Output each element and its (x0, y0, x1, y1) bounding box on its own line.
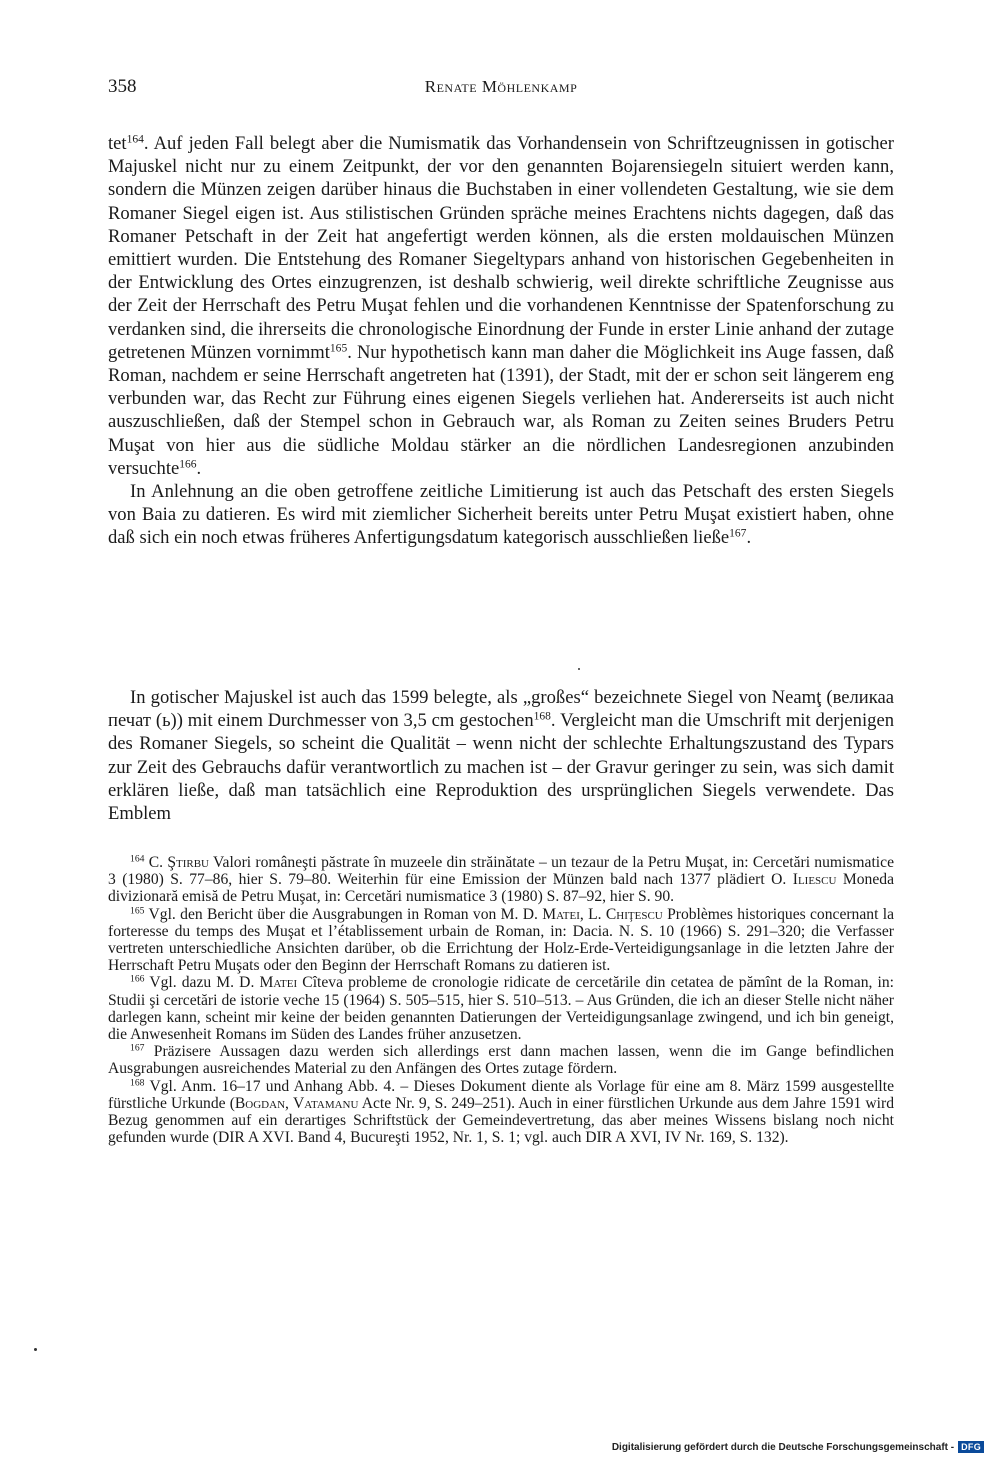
footnote-ref-167[interactable]: 167 (729, 528, 747, 541)
footnote-ref-166[interactable]: 166 (179, 458, 197, 471)
running-head: Renate Möhlenkamp (424, 77, 578, 96)
section-separator-dot (578, 668, 580, 670)
main-text (108, 132, 894, 550)
footnotes (108, 854, 894, 1146)
footnote-number: 166 (130, 974, 145, 986)
footnote-text: , (285, 1094, 294, 1112)
footnote-165 (108, 906, 894, 975)
dfg-logo-icon[interactable]: DFG (958, 1441, 984, 1453)
paragraph-text: . Auf jeden Fall belegt aber die Numismatik das Vorhandensein von Schriftzeugnissen in gotischer Majuskel nicht nur zu einem Zeitpunkt, der vor den genannten Bojarensiegeln situiert werden kann, sondern die Münzen zeigen darüber hinaus die Buchstaben in einer vollendeten Gestaltung, wie sie dem Romaner Siegel eigen ist. Aus stilistischen Gründen spräche meines Erachtens nichts dagegen, daß das Romaner Petschaft in der Zeit hat angefertigt werden können, als die ersten moldauischen Münzen emittiert wurden. Die Entstehung des Romaner Siegeltypars anhand von historischen Gegebenheiten in der Entwicklung des Ortes einzugrenzen, ist deshalb schwierig, weil direkte schriftliche Zeugnisse aus der Zeit der Herrschaft des Petru Muşat fehlen und die vorhandenen Kenntnisse der Spatenforschung zu verdanken sind, die ihrerseits die chronologische Einordnung der Funde in erster Linie anhand der zutage getretenen Münzen vornimmt (108, 133, 894, 363)
credit-text: Digitalisierung gefördert durch die Deutsche Forschungsgemeinschaft - (611, 1441, 955, 1453)
author-name: Vatamanu (293, 1094, 359, 1112)
page-number: 358 (108, 76, 137, 97)
footnote-text: Cîteva probleme de cronologie ridicate de cercetările din cetatea de pămînt de la Roman, in: Studii şi cercetări de istorie veche 15 (1964) S. 505–515, hier S. 510–513. – Aus Gründen, die ich an dieser Stelle nicht näher darlegen kann, scheint mir keine der beiden genannten Datierungen der Verteidigungsanlage zwingend, und ich bin geneigt, die Anwesenheit Romans im Süden des Landes früher anzusetzen. (108, 974, 894, 1044)
footnote-ref-164[interactable]: 164 (126, 133, 144, 146)
paragraph-text: tet (108, 133, 127, 154)
author-name: Bogdan (234, 1094, 286, 1112)
page-header (108, 76, 894, 102)
footnote-text: Vgl. Anm. 16–17 und Anhang Abb. 4. – Dieses Dokument diente als Vorlage für eine am 8. März 1599 ausgestellte fürstliche Urkunde ( (108, 1077, 894, 1112)
paragraph-text: In Anlehnung an die oben getroffene zeitliche Limitierung ist auch das Petschaft des ersten Siegels von Baia zu datieren. Es wird mit ziemlicher Sicherheit bereits unter Petru Muşat existiert haben, ohne daß sich ein noch etwas früheres Anfertigungsdatum kategorisch ausschließen ließe (108, 481, 894, 549)
footnote-ref-165[interactable]: 165 (329, 342, 348, 355)
footnote-text: Acte Nr. 9, S. 249–251). Auch in einer fürstlichen Urkunde aus dem Jahre 1591 wird Bezug genommen auf ein derartiges Schriftstück der Gemeindevertretung, das aber meines Wissens bislang noch nicht gefunden wurde (DIR A XVI. Band 4, Bucureşti 1952, Nr. 1, S. 1; vgl. auch DIR A XVI, IV Nr. 169, S. 132). (108, 1094, 895, 1147)
footnote-text: , L. (579, 905, 606, 923)
footnote-ref-168[interactable]: 168 (533, 710, 551, 723)
footnote-text: Moneda divizionară emisă de Petru Muşat, in: Cercetări numismatice 3 (1980) S. 87–92, hier S. 90. (108, 871, 894, 906)
footnote-text: Valori româneşti păstrate în muzeele din străinătate – un tezaur de la Petru Muşat, in: Cercetări numismatice 3 (1980) S. 77–86, hier S. 79–80. Weiterhin für eine Emission der Münzen bald nach 1377 plädiert O. (108, 854, 894, 889)
author-name: Matei (259, 974, 298, 992)
author-name: Ştirbu (167, 854, 210, 871)
paragraph-text: In gotischer Majuskel ist auch das 1599 belegte, als „großes“ bezeichnete Siegel von Neamţ (великаа печат (ь)) mit einem Durchmesser von 3,5 cm gestochen (108, 687, 894, 732)
footnote-text: Vgl. dazu M. D. (144, 974, 260, 992)
footnote-text: Präzisere Aussagen dazu werden sich allerdings erst dann machen lassen, wenn die im Gange befindlichen Ausgrabungen ausreichendes Material zu den Anfängen des Ortes zutage fördern. (108, 1043, 894, 1078)
footnote-number: 168 (130, 1077, 145, 1089)
footnote-166 (108, 974, 894, 1043)
footnote-number: 167 (130, 1042, 145, 1054)
main-text-section-2 (108, 686, 894, 825)
paragraph-text: . Vergleicht man die Umschrift mit derjenigen des Romaner Siegels, so scheint die Qualität – wenn nicht der schlechte Erhaltungszustand des Typars zur Zeit des Gebrauchs dafür verantwortlich zu machen ist – der Gravur geringer zu sein, was sich damit erklären ließe, daß man tatsächlich eine Reproduktion des ursprünglichen Siegels verwendete. Das Emblem (108, 710, 894, 825)
footnote-164 (108, 854, 894, 906)
author-name: Iliescu (792, 871, 837, 889)
footnote-text: Problèmes historiques concernant la forteresse du temps des Muşat et l’établissement urbain de Roman, in: Dacia. N. S. 10 (1966) S. 291–320; die Verfasser vertreten unterschiedliche Ansichten darüber, ob die Errichtung der Holz-Erde-Verteidigungsanlage in die letzten Jahre der Herrschaft Petru Muşats oder den Beginn der Herrschaft Romans zu datieren ist. (108, 905, 894, 975)
footnote-number: 165 (130, 905, 145, 917)
paragraph-1 (108, 132, 894, 480)
paragraph-text: . Nur hypothetisch kann man daher die Möglichkeit ins Auge fassen, daß Roman, nachdem er seine Herrschaft angetreten hat (1391), der Stadt, mit der er schon seit längerem eng verbunden war, das Recht zur Führung eines eigenen Siegels verliehen hat. Andererseits ist auch nicht auszuschließen, daß der Stempel schon in Gebrauch war, als Roman zu Zeiten seines Bruders Petru Muşat von hier aus die südliche Moldau stärker an die nördlichen Landesregionen anzubinden versuchte (108, 341, 894, 479)
footnote-number: 164 (130, 853, 145, 865)
paragraph-2 (108, 480, 894, 550)
paragraph-text: . (746, 527, 752, 549)
paragraph-text: . (196, 457, 202, 479)
author-name: Chiţescu (605, 905, 663, 923)
footnote-text: Vgl. den Bericht über die Ausgrabungen in Roman von M. D. (144, 905, 543, 923)
digitization-credit (612, 1439, 984, 1455)
paragraph-3 (108, 686, 894, 825)
author-name: Matei (542, 905, 580, 923)
scan-artifact-dot (34, 1348, 37, 1351)
footnote-text: C. (144, 854, 168, 871)
footnote-167 (108, 1043, 894, 1077)
footnote-168 (108, 1078, 894, 1147)
